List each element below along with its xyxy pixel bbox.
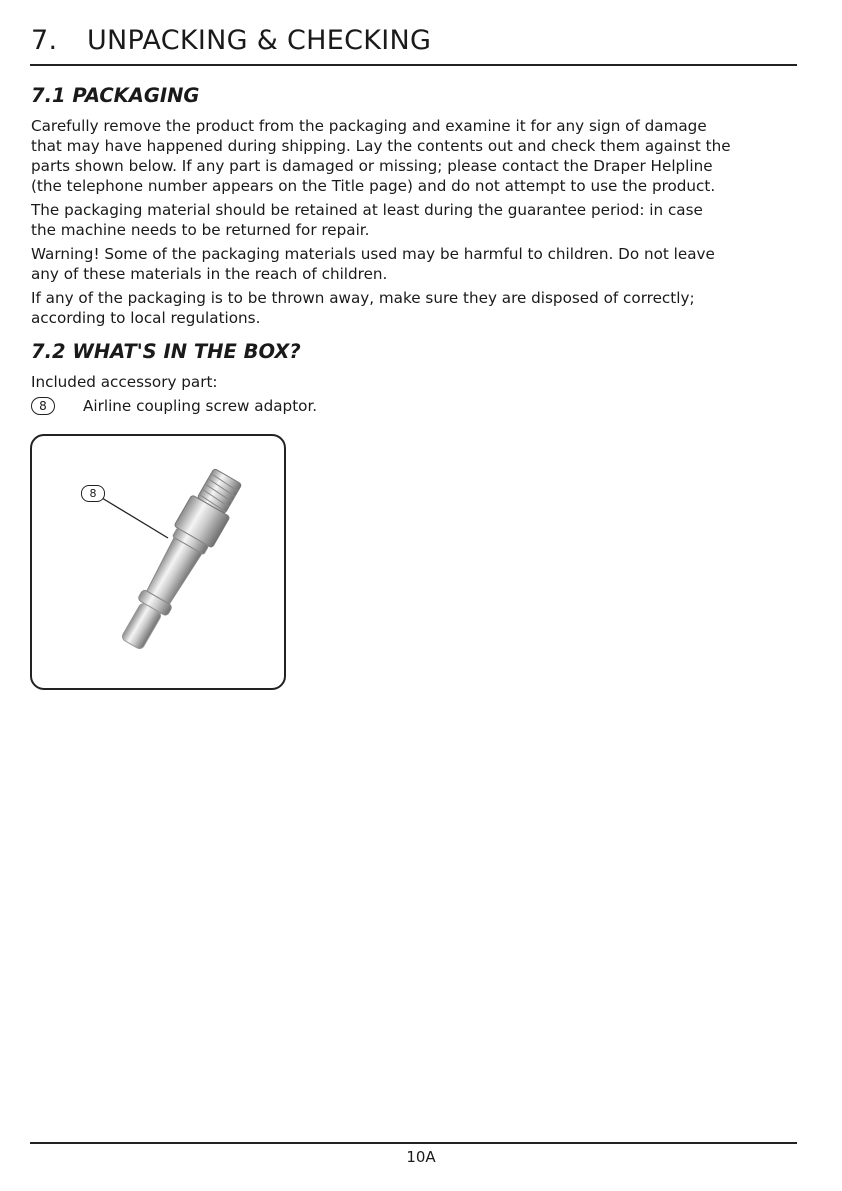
text-line: Carefully remove the product from the packaging and examine it for any sign of damage [31, 117, 707, 135]
footer-divider [30, 1142, 797, 1144]
item-number-badge: 8 [31, 397, 55, 415]
airline-coupling-adaptor-illustration [32, 436, 284, 688]
text-line: according to local regulations. [31, 309, 261, 327]
header-divider [30, 64, 797, 66]
text-line: parts shown below. If any part is damaged or missing; please contact the Draper Helpline [31, 157, 713, 175]
text-line: The packaging material should be retained at least during the guarantee period: in case [31, 201, 703, 219]
disposal-paragraph [31, 288, 811, 328]
section-title: UNPACKING & CHECKING [87, 25, 432, 56]
text-line: any of these materials in the reach of children. [31, 265, 388, 283]
accessory-list-item [31, 396, 811, 416]
included-intro: Included accessory part: [31, 373, 218, 391]
whats-in-box-heading: 7.2 WHAT'S IN THE BOX? [31, 340, 301, 363]
text-line: If any of the packaging is to be thrown away, make sure they are disposed of correctly; [31, 289, 695, 307]
item-label: Airline coupling screw adaptor. [83, 397, 318, 415]
warning-paragraph [31, 244, 811, 284]
section-number: 7. [31, 25, 58, 56]
packaging-paragraph-2 [31, 200, 811, 240]
text-line: Warning! Some of the packaging materials used may be harmful to children. Do not leave [31, 245, 715, 263]
page-number: 10A [406, 1148, 436, 1166]
figure-callout-badge: 8 [81, 485, 105, 502]
adaptor-figure [30, 434, 286, 690]
page-title [31, 25, 431, 56]
packaging-heading: 7.1 PACKAGING [31, 84, 200, 107]
text-line: the machine needs to be returned for repair. [31, 221, 370, 239]
text-line: (the telephone number appears on the Title page) and do not attempt to use the product. [31, 177, 716, 195]
packaging-paragraph-1 [31, 116, 811, 196]
text-line: that may have happened during shipping. Lay the contents out and check them against the [31, 137, 731, 155]
callout-leader-line [102, 498, 168, 538]
